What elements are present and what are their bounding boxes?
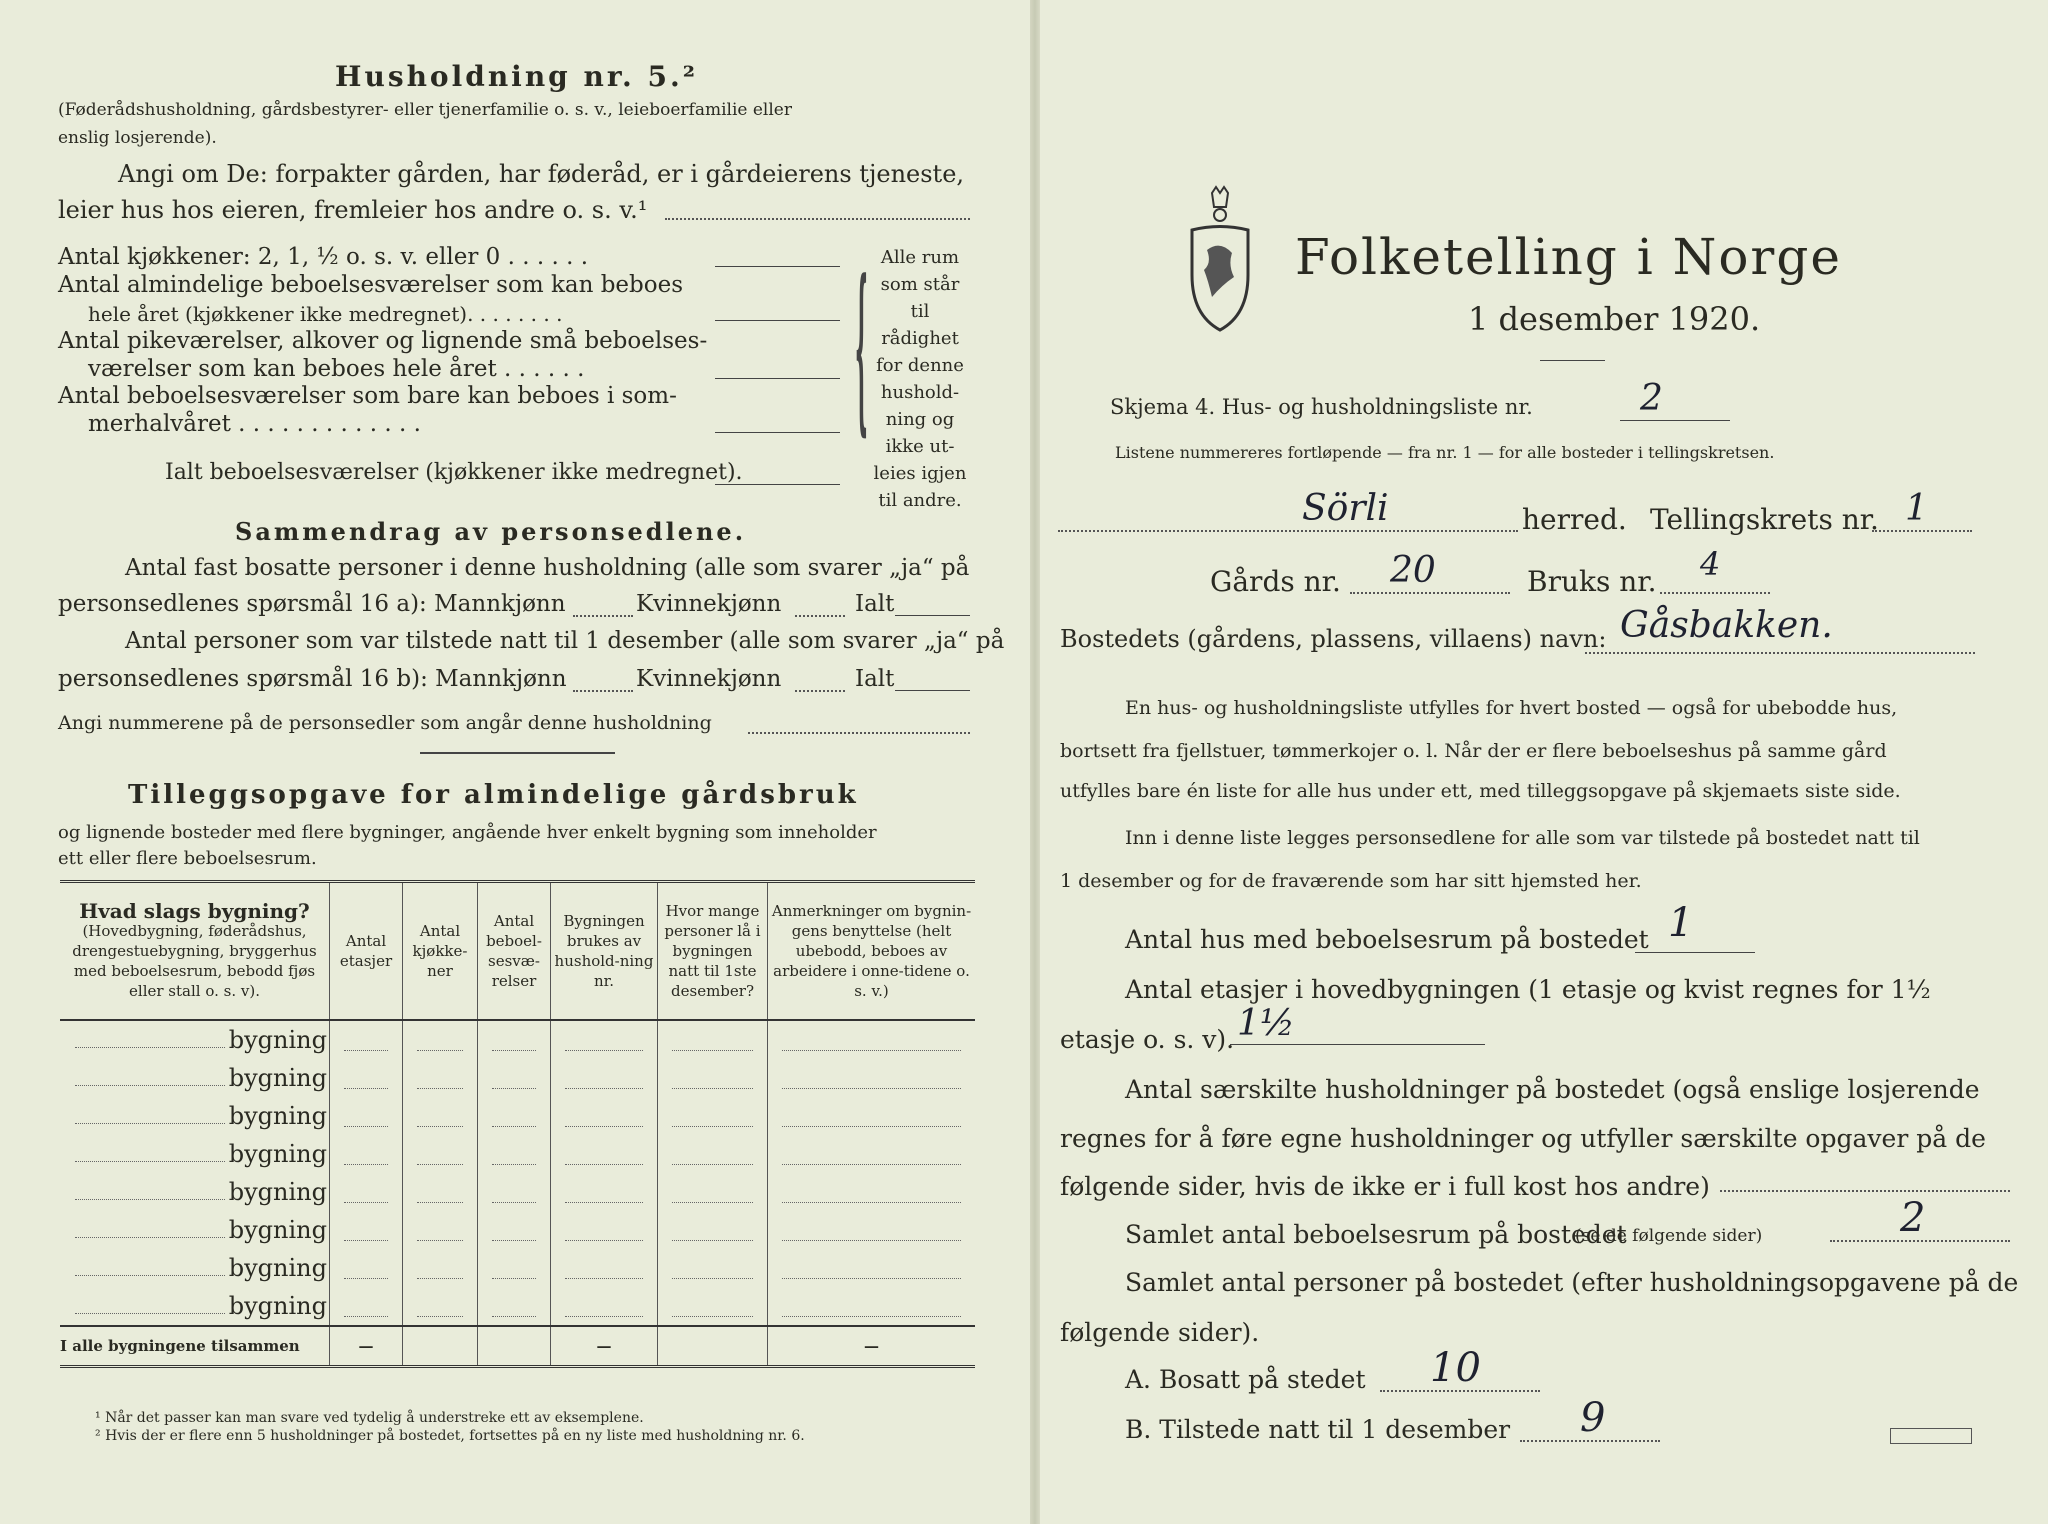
table-row	[60, 1135, 975, 1173]
rooms-summer-a: Antal beboelsesværelser som bare kan beboes i som-	[58, 383, 677, 409]
summary-2b: personsedlenes spørsmål 16 b): Mannkjønn	[58, 666, 567, 692]
footnote-1: ¹ Når det passer kan man svare ved tydelig å understreke ett av eksemplene.	[95, 1410, 644, 1426]
rooms-regular-b: hele året (kjøkkener ikke medregnet). . . . . . . .	[88, 302, 563, 326]
herred-label: herred.	[1522, 503, 1627, 536]
male-resident-field	[573, 615, 633, 617]
building-label: bygning	[60, 1135, 330, 1173]
nummerene-line: Angi nummerene på de personsedler som angår denne husholdning	[58, 712, 712, 734]
para2-line2: 1 desember og for de fraværende som har sitt hjemsted her.	[1060, 870, 1642, 892]
gards-field	[1350, 592, 1510, 594]
census-title: Folketelling i Norge	[1295, 228, 1842, 286]
bosted-value: Gåsbakken.	[1620, 605, 1833, 646]
etasjer-line2: etasje o. s. v).	[1060, 1025, 1235, 1054]
list-number-value: 2	[1640, 378, 1663, 419]
summary-2a: Antal personer som var tilstede natt til 1 desember (alle som svarer „ja“ på	[125, 628, 1005, 654]
table-row	[60, 1173, 975, 1211]
sers-line3: følgende sider, hvis de ikke er i full kost hos andre)	[1060, 1172, 1710, 1201]
tilstede-value: 9	[1580, 1395, 1606, 1441]
total-remarks: —	[768, 1326, 976, 1367]
building-label: bygning	[60, 1173, 330, 1211]
samlet-rum-value: 2	[1900, 1195, 1926, 1241]
skjema-label: Skjema 4. Hus- og husholdningsliste nr.	[1110, 395, 1533, 419]
krets-field	[1872, 530, 1972, 532]
building-label: bygning	[60, 1249, 330, 1287]
list-number-field	[1620, 420, 1730, 421]
sers-field	[1720, 1190, 2010, 1192]
building-label: bygning	[60, 1287, 330, 1326]
samlet-rum-label: Samlet antal beboelsesrum på bostedet	[1125, 1220, 1627, 1249]
etasjer-line1: Antal etasjer i hovedbygningen (1 etasje og kvist regnes for 1½	[1125, 975, 1931, 1004]
ask-answer-line	[665, 218, 970, 220]
total-rooms	[478, 1326, 551, 1367]
nummerene-field	[748, 732, 970, 734]
bosted-field	[1585, 652, 1975, 654]
footnote-2: ² Hvis der er flere enn 5 husholdninger på bostedet, fortsettes på en ny liste med husholdning nr. 6.	[95, 1428, 805, 1444]
col-household: Bygningen brukes av hushold-ning nr.	[551, 882, 658, 1021]
rooms-total: Ialt beboelsesværelser (kjøkkener ikke medregnet).	[165, 460, 743, 485]
samlet-pers-line1: Samlet antal personer på bostedet (efter husholdningsopgavene på de	[1125, 1268, 2019, 1297]
krets-value: 1	[1905, 488, 1928, 529]
total-floors: —	[330, 1326, 403, 1367]
building-label: bygning	[60, 1211, 330, 1249]
right-page	[1040, 0, 2048, 1524]
rooms-side-note: Alle rum som står til rådighet for denne hushold- ning og ikke ut- leies igjen til andre.	[873, 247, 967, 511]
building-label: bygning	[60, 1020, 330, 1059]
title-divider	[1540, 360, 1605, 361]
gards-label: Gårds nr.	[1210, 565, 1341, 598]
table-header-row	[60, 882, 975, 1021]
household-title: Husholdning nr. 5.²	[335, 60, 699, 93]
summary-1b: personsedlenes spørsmål 16 a): Mannkjønn	[58, 591, 566, 617]
herred-field	[1058, 530, 1518, 532]
hus-label: Antal hus med beboelsesrum på bostedet	[1125, 925, 1649, 954]
female-label-1: Kvinnekjønn	[636, 591, 782, 617]
total-label-2: Ialt	[855, 666, 895, 692]
small-rooms-field	[715, 378, 840, 379]
census-date: 1 desember 1920.	[1468, 300, 1761, 338]
herred-value: Sörli	[1302, 488, 1389, 529]
buildings-table	[60, 880, 975, 1368]
col-remarks: Anmerkninger om bygnin-gens benyttelse (helt ubebodd, beboes av arbeidere i onne-tidene o. s. v.)	[768, 882, 976, 1021]
hus-value: 1	[1668, 900, 1694, 946]
section-divider	[420, 752, 615, 754]
printer-stamp	[1890, 1428, 1972, 1444]
building-label: bygning	[60, 1059, 330, 1097]
intro-line-1: (Føderådshusholdning, gårdsbestyrer- eller tjenerfamilie o. s. v., leieboerfamilie eller	[58, 100, 792, 120]
male-present-field	[573, 690, 633, 692]
ask-line-1: Angi om De: forpakter gården, har føderåd, er i gårdeierens tjeneste,	[118, 160, 965, 188]
etasjer-field	[1230, 1044, 1485, 1045]
etasjer-value: 1½	[1237, 1003, 1295, 1044]
total-rooms-field	[715, 484, 840, 485]
col-rooms: Antal beboel-sesvæ-relser	[478, 882, 551, 1021]
total-label-1: Ialt	[855, 591, 895, 617]
total-label: I alle bygningene tilsammen	[60, 1326, 330, 1367]
sers-line2: regnes for å føre egne husholdninger og utfyller særskilte opgaver på de	[1060, 1124, 1986, 1153]
tilstede-label: B. Tilstede natt til 1 desember	[1125, 1415, 1511, 1444]
samlet-pers-line2: følgende sider).	[1060, 1318, 1260, 1347]
brace-glyph: {	[855, 238, 868, 454]
rooms-kitchens: Antal kjøkkener: 2, 1, ½ o. s. v. eller 0 . . . . . .	[58, 244, 589, 270]
rooms-small-a: Antal pikeværelser, alkover og lignende små beboelses-	[58, 328, 708, 354]
col-kitchens: Antal kjøkke-ner	[403, 882, 478, 1021]
para1-line1: En hus- og husholdningsliste utfylles for hvert bosted — også for ubebodde hus,	[1125, 697, 1898, 719]
table-row	[60, 1059, 975, 1097]
bruks-value: 4	[1700, 545, 1721, 583]
samlet-rum-note: (se de følgende sider)	[1575, 1226, 1763, 1246]
intro-line-2: enslig losjerende).	[58, 128, 217, 148]
rooms-regular-a: Antal almindelige beboelsesværelser som kan beboes	[58, 272, 684, 298]
listene-note: Listene nummereres fortløpende — fra nr. 1 — for alle bosteder i tellingskretsen.	[1115, 443, 1775, 462]
coat-of-arms-icon	[1182, 185, 1258, 335]
col-floors: Antal etasjer	[330, 882, 403, 1021]
table-row	[60, 1211, 975, 1249]
ask-line-2: leier hus hos eieren, fremleier hos andre o. s. v.¹	[58, 196, 648, 224]
female-present-field	[795, 690, 845, 692]
female-label-2: Kvinnekjønn	[636, 666, 782, 692]
table-row	[60, 1020, 975, 1059]
supplement-line-1: og lignende bosteder med flere bygninger, angående hver enkelt bygning som inneholder	[58, 822, 877, 843]
bruks-label: Bruks nr.	[1527, 565, 1657, 598]
col-building-type: Hvad slags bygning? (Hovedbygning, føderådshus, drengestuebygning, bryggerhus med beboelsesrum, bebodd fjøs eller stall o. s. v).	[60, 882, 330, 1021]
para1-line3: utfylles bare én liste for alle hus under ett, med tilleggsopgave på skjemaets siste side.	[1060, 780, 1901, 802]
building-label: bygning	[60, 1097, 330, 1135]
gards-value: 20	[1390, 550, 1436, 591]
total-kitchens	[403, 1326, 478, 1367]
summary-title: Sammendrag av personsedlene.	[235, 517, 747, 546]
bruks-field	[1660, 592, 1770, 594]
page-fold	[1030, 0, 1040, 1524]
col-persons: Hvor mange personer lå i bygningen natt til 1ste desember?	[658, 882, 768, 1021]
table-row	[60, 1097, 975, 1135]
regular-rooms-field	[715, 320, 840, 321]
table-total-row	[60, 1326, 975, 1367]
para2-line1: Inn i denne liste legges personsedlene for alle som var tilstede på bostedet natt til	[1125, 827, 1920, 849]
supplement-title: Tilleggsopgave for almindelige gårdsbruk	[128, 780, 859, 810]
table-row	[60, 1249, 975, 1287]
rooms-summer-b: merhalvåret . . . . . . . . . . . . .	[88, 411, 421, 437]
hus-field	[1635, 952, 1755, 953]
rooms-small-b: værelser som kan beboes hele året . . . . . .	[88, 356, 585, 382]
total-resident-field	[895, 615, 970, 616]
table-row	[60, 1287, 975, 1326]
bosted-label: Bostedets (gårdens, plassens, villaens) navn:	[1060, 625, 1607, 653]
total-persons	[658, 1326, 768, 1367]
para1-line2: bortsett fra fjellstuer, tømmerkojer o. l. Når der er flere beboelseshus på samme gård	[1060, 740, 1887, 762]
bosatt-value: 10	[1430, 1345, 1481, 1391]
bosatt-label: A. Bosatt på stedet	[1125, 1365, 1366, 1394]
summary-1a: Antal fast bosatte personer i denne husholdning (alle som svarer „ja“ på	[125, 555, 970, 581]
sers-line1: Antal særskilte husholdninger på bostedet (også enslige losjerende	[1125, 1075, 1980, 1104]
kitchens-field	[715, 266, 840, 267]
krets-label: Tellingskrets nr.	[1650, 503, 1879, 536]
summer-rooms-field	[715, 432, 840, 433]
female-resident-field	[795, 615, 845, 617]
total-household: —	[551, 1326, 658, 1367]
total-present-field	[895, 690, 970, 691]
supplement-line-2: ett eller flere beboelsesrum.	[58, 848, 317, 869]
